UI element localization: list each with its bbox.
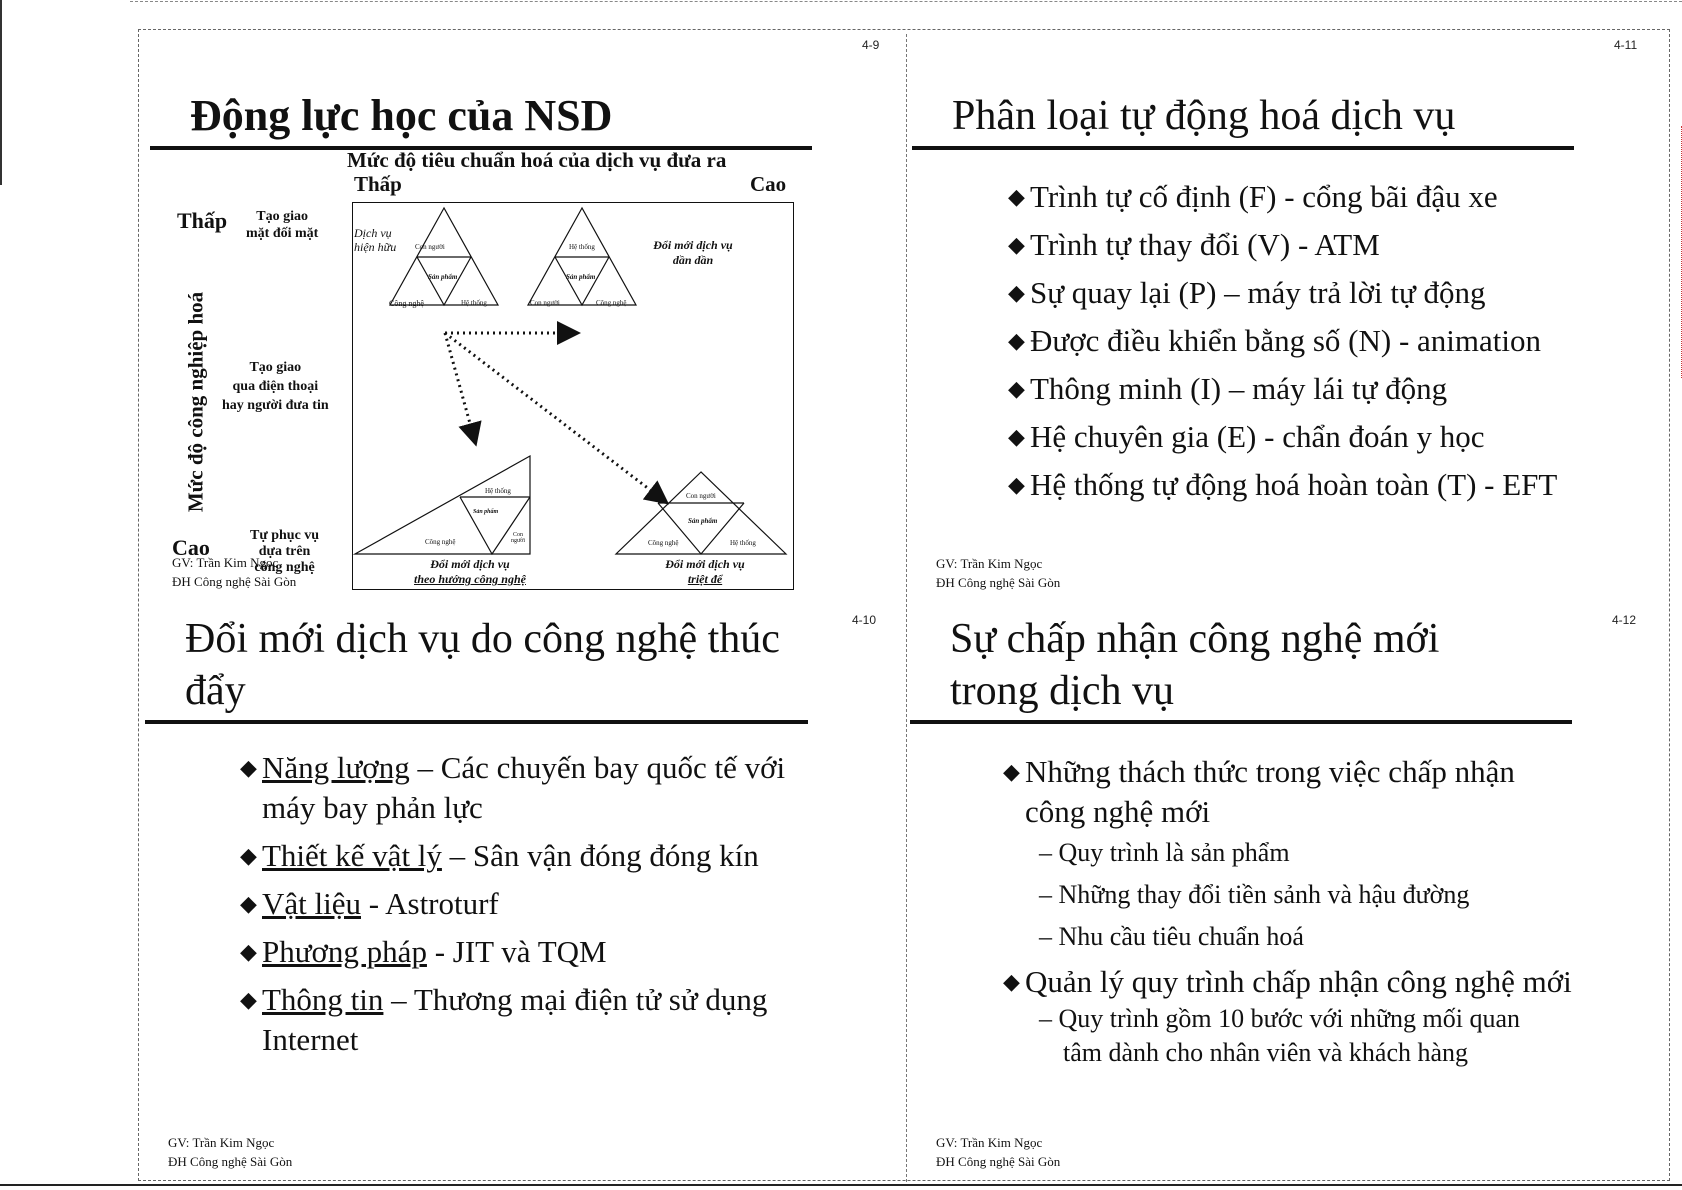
row-label-phone (222, 358, 329, 415)
slide-title (185, 613, 780, 717)
title-underline (145, 720, 808, 724)
bullet-item (240, 980, 785, 1060)
diamond-bullet-icon: ◆ (1008, 280, 1025, 305)
triangle-4-top: Con người (686, 492, 716, 500)
bullet-item (1008, 365, 1557, 413)
footer-institution: ĐH Công nghệ Sài Gòn (168, 1154, 293, 1169)
bullet-text: – Sân vận đóng đóng kín (441, 838, 759, 873)
row-label-line: Tạo giao (256, 209, 309, 224)
bullet-text: – Các chuyến bay quốc tế với (409, 750, 786, 785)
page-bottom-rule (0, 1184, 1682, 1186)
x-axis-low-label: Thấp (354, 172, 402, 196)
diamond-bullet-icon: ◆ (1008, 376, 1025, 401)
sub-bullet-item: – Quy trình gồm 10 bước với những mối quan (1039, 1004, 1521, 1033)
triangle-3-left: Công nghệ (425, 538, 456, 546)
bullet-list (1003, 752, 1572, 1070)
triangle-2-top: Hệ thống (569, 243, 595, 251)
diamond-bullet-icon: ◆ (1008, 472, 1025, 497)
triangle-3-right: Con người (510, 532, 526, 544)
slide-title: Động lực học của NSD (190, 91, 613, 140)
page-top-rule (130, 1, 1682, 2)
slide-footer (172, 553, 296, 591)
title-underline (912, 146, 1574, 150)
diamond-bullet-icon: ◆ (240, 987, 257, 1012)
bullet-item (1008, 173, 1557, 221)
bullet-text: Những thách thức trong việc chấp nhận (1025, 754, 1515, 789)
sub-bullet-item: – Những thay đổi tiền sảnh và hậu đường (1039, 880, 1470, 909)
quadrant-label-line: Đổi mới dịch vụ (653, 238, 733, 252)
row-label-line: Tạo giao (249, 360, 302, 375)
diamond-bullet-icon: ◆ (1003, 759, 1020, 784)
quadrant-existing-service (354, 226, 396, 254)
quadrant-label-line: triệt để (687, 572, 723, 586)
bullet-item (1008, 461, 1557, 509)
quadrant-radical-innovation (650, 557, 760, 587)
quadrant-incremental-innovation (638, 238, 748, 268)
footer-institution: ĐH Công nghệ Sài Gòn (172, 574, 297, 589)
slide-number: 4-11 (1614, 38, 1638, 52)
y-axis-low-label: Thấp (177, 208, 228, 233)
bullet-item (240, 748, 785, 828)
slide-footer (936, 554, 1060, 592)
bullet-item (1008, 269, 1557, 317)
bullet-text: Được điều khiển bằng số (N) - animation (1030, 323, 1541, 358)
triangle-4-center: Sản phẩm (688, 517, 718, 525)
bullet-text: Thông minh (I) – máy lái tự động (1030, 371, 1448, 406)
quadrant-tech-driven-innovation (395, 557, 545, 587)
bullet-item (1008, 413, 1557, 461)
slide-footer (168, 1133, 292, 1171)
footer-author: GV: Trần Kim Ngọc (168, 1135, 275, 1150)
row-label-line: hay người đưa tin (222, 398, 329, 413)
bullet-item (240, 884, 785, 924)
bullet-text: - JIT và TQM (426, 934, 607, 969)
slide-number: 4-12 (1612, 613, 1637, 627)
triangle-1-right: Hệ thống (461, 299, 487, 307)
slide-number: 4-9 (862, 38, 880, 52)
bullet-term: Năng lượng (262, 750, 410, 785)
triangle-1-left: Công nghệ (389, 299, 424, 308)
row-label-face-to-face (246, 208, 318, 242)
bullet-text-cont: công nghệ mới (1025, 794, 1211, 829)
diamond-bullet-icon: ◆ (1003, 969, 1020, 994)
bullet-text: - Astroturf (361, 886, 499, 921)
bullet-text: Trình tự cố định (F) - cổng bãi đậu xe (1030, 179, 1498, 214)
quadrant-label-line: Dịch vụ (354, 226, 392, 240)
footer-author: GV: Trần Kim Ngọc (936, 1135, 1043, 1150)
slide-title-line: Đổi mới dịch vụ do công nghệ thúc (185, 616, 780, 662)
bullet-item (240, 836, 785, 876)
bullet-text-cont: Internet (262, 1022, 359, 1057)
slide-footer (936, 1133, 1060, 1171)
bullet-text: – Thương mại điện tử sử dụng (383, 982, 768, 1017)
quadrant-label-line: dần dần (672, 253, 714, 267)
bullet-text-cont: máy bay phản lực (262, 790, 483, 825)
bullet-term: Vật liệu (262, 886, 361, 921)
diamond-bullet-icon: ◆ (240, 755, 257, 780)
title-underline (910, 720, 1572, 724)
bullet-list (240, 748, 785, 1060)
x-axis-high-label: Cao (750, 172, 787, 196)
bullet-item (1008, 221, 1557, 269)
diamond-bullet-icon: ◆ (240, 891, 257, 916)
triangle-2-right: Công nghệ (596, 299, 627, 307)
footer-author: GV: Trần Kim Ngọc (936, 556, 1043, 571)
slide-number: 4-10 (852, 613, 877, 627)
diamond-bullet-icon: ◆ (240, 843, 257, 868)
slide-title (950, 613, 1439, 717)
bullet-item (240, 932, 785, 972)
diamond-bullet-icon: ◆ (1008, 184, 1025, 209)
bullet-text: Hệ chuyên gia (E) - chẩn đoán y học (1030, 419, 1485, 454)
sub-bullet-item-cont: tâm dành cho nhân viên và khách hàng (1063, 1038, 1469, 1067)
bullet-list (1008, 173, 1557, 509)
sub-bullet-item: – Nhu cầu tiêu chuẩn hoá (1039, 922, 1304, 951)
y-axis-high-label: Cao (172, 535, 210, 560)
bullet-text: Sự quay lại (P) – máy trả lời tự động (1030, 275, 1486, 310)
footer-institution: ĐH Công nghệ Sài Gòn (936, 575, 1061, 590)
bullet-text: Trình tự thay đổi (V) - ATM (1030, 227, 1380, 262)
bullet-term: Phương pháp (262, 934, 427, 969)
page-left-edge (0, 0, 2, 185)
bullet-text: Hệ thống tự động hoá hoàn toàn (T) - EFT (1030, 467, 1558, 502)
triangle-3-top: Hệ thống (485, 487, 511, 495)
sub-bullet-item: – Quy trình là sản phẩm (1039, 838, 1290, 867)
quadrant-label-line: hiện hữu (354, 240, 397, 254)
quadrant-label-line: Đổi mới dịch vụ (665, 557, 745, 571)
triangle-1-center: Sản phẩm (428, 273, 458, 281)
bullet-term: Thông tin (262, 982, 384, 1017)
footer-author: GV: Trần Kim Ngọc (172, 555, 279, 570)
triangle-2-center: Sản phẩm (566, 273, 596, 281)
diamond-bullet-icon: ◆ (1008, 424, 1025, 449)
quadrant-label-line: theo hướng công nghệ (414, 572, 526, 586)
row-label-line: Tự phục vụ (250, 528, 320, 543)
slide-title-line: trong dịch vụ (950, 668, 1174, 714)
bullet-item (1003, 752, 1572, 832)
bullet-text: Quản lý quy trình chấp nhận công nghệ mới (1025, 964, 1572, 999)
x-axis-title: Mức độ tiêu chuẩn hoá của dịch vụ đưa ra (347, 148, 727, 172)
triangle-2-left: Con người (530, 299, 560, 307)
slide-title-line: đẩy (185, 668, 246, 714)
diamond-bullet-icon: ◆ (240, 939, 257, 964)
slide-title-line: Sự chấp nhận công nghệ mới (950, 616, 1440, 662)
bullet-term: Thiết kế vật lý (262, 838, 442, 873)
bullet-item (1008, 317, 1557, 365)
triangle-4-right: Hệ thống (730, 539, 756, 547)
bullet-item (1003, 962, 1572, 1002)
row-label-line: dựa trên (258, 544, 311, 559)
triangle-4-left: Công nghệ (648, 539, 679, 547)
triangle-1-top: Con người (415, 243, 445, 251)
column-divider (906, 34, 907, 1182)
quadrant-label-line: Đổi mới dịch vụ (430, 557, 510, 571)
row-label-line: công nghệ (254, 560, 315, 575)
diamond-bullet-icon: ◆ (1008, 328, 1025, 353)
triangle-3-center: Sản phẩm (473, 509, 499, 515)
footer-institution: ĐH Công nghệ Sài Gòn (936, 1154, 1061, 1169)
y-axis-title: Mức độ công nghiệp hoá (183, 291, 208, 513)
row-label-line: qua điện thoại (232, 379, 319, 394)
slide-title: Phân loại tự động hoá dịch vụ (952, 93, 1456, 139)
diamond-bullet-icon: ◆ (1008, 232, 1025, 257)
row-label-line: mặt đối mặt (246, 226, 319, 241)
